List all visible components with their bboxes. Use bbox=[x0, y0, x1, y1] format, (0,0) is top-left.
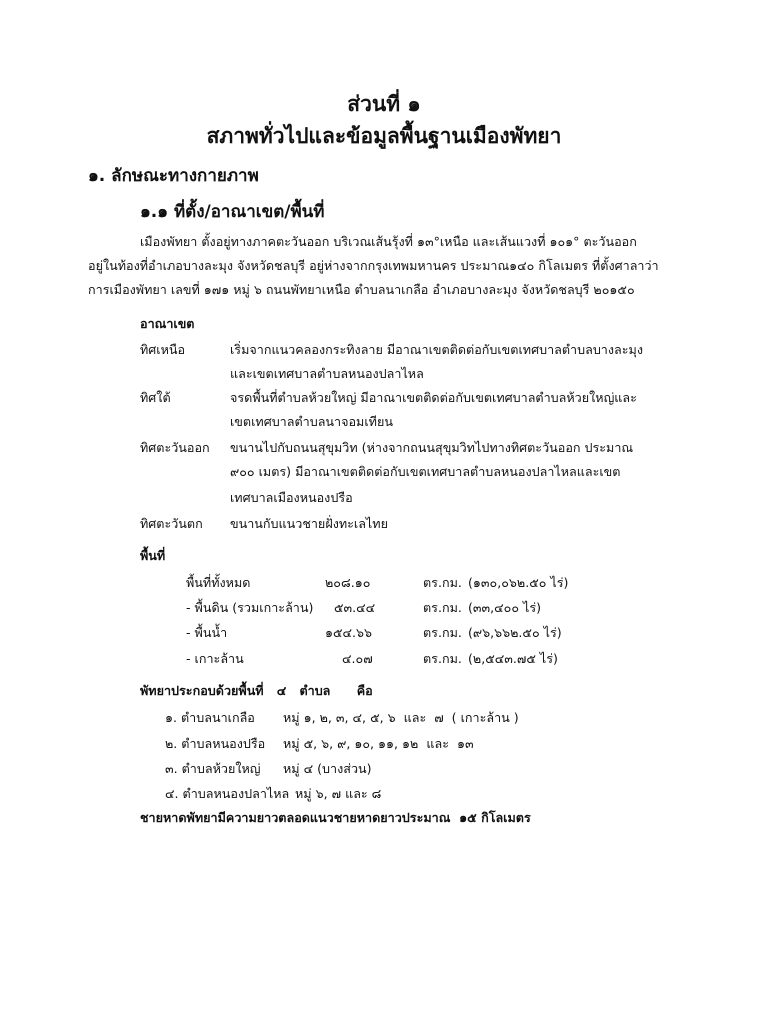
area-value: ๕๓.๔๔ bbox=[334, 600, 376, 615]
boundary-direction: ทิศใต้ bbox=[140, 390, 171, 405]
area-rai: (๙๖,๖๖๒.๕๐ ไร่) bbox=[468, 625, 562, 640]
boundary-text: และเขตเทศบาลตำบลหนองปลาไหล bbox=[230, 366, 424, 381]
boundary-text: เริ่มจากแนวคลองกระทิงลาย มีอาณาเขตติดต่อกับเขตเทศบาลตำบลบางละมุง bbox=[230, 342, 643, 357]
boundary-direction: ทิศตะวันออก bbox=[140, 440, 210, 455]
area-rai: (๒,๕๔๓.๗๕ ไร่) bbox=[468, 651, 558, 666]
subdistrict-name: ๓. ตำบลห้วยใหญ่ bbox=[165, 761, 261, 776]
boundary-heading: อาณาเขต bbox=[140, 316, 195, 331]
area-rai: (๑๓๐,๐๖๒.๕๐ ไร่) bbox=[468, 575, 569, 590]
area-name: - พื้นดิน (รวมเกาะล้าน) bbox=[186, 600, 314, 615]
area-value: ๔.๐๗ bbox=[342, 651, 373, 666]
area-unit: ตร.กม. bbox=[423, 600, 462, 615]
area-name: พื้นที่ทั้งหมด bbox=[186, 575, 251, 590]
beach-length-line: ชายหาดพัทยามีความยาวตลอดแนวชายหาดยาวประมาณ ๑๕ กิโลเมตร bbox=[140, 810, 531, 825]
subdistrict-villages: หมู่ ๑, ๒, ๓, ๔, ๕, ๖ และ ๗ ( เกาะล้าน ) bbox=[283, 710, 519, 725]
subdistrict-villages: หมู่ ๔ (บางส่วน) bbox=[283, 761, 372, 776]
section-heading: ๑. ลักษณะทางกายภาพ bbox=[88, 166, 259, 186]
area-unit: ตร.กม. bbox=[423, 575, 462, 590]
area-value: ๑๕๔.๖๖ bbox=[325, 625, 373, 640]
area-unit: ตร.กม. bbox=[423, 625, 462, 640]
subsection-heading: ๑.๑ ที่ตั้ง/อาณาเขต/พื้นที่ bbox=[140, 202, 325, 222]
boundary-text: ๙๐๐ เมตร) มีอาณาเขตติดต่อกับเขตเทศบาลตำบลหนองปลาไหลและเขต bbox=[230, 464, 621, 479]
boundary-text: ขนานกับแนวชายฝั่งทะเลไทย bbox=[230, 516, 388, 531]
boundary-direction: ทิศเหนือ bbox=[140, 342, 186, 357]
intro-line: การเมืองพัทยา เลขที่ ๑๗๑ หมู่ ๖ ถนนพัทยาเหนือ ตำบลนาเกลือ อำเภอบางละมุง จังหวัดชลบุรี ๒๐๑๕๐ bbox=[88, 282, 635, 297]
boundary-text: ขนานไปกับถนนสุขุมวิท (ห่างจากถนนสุขุมวิทไปทางทิศตะวันออก ประมาณ bbox=[230, 440, 634, 455]
subdistrict-villages: หมู่ ๕, ๖, ๙, ๑๐, ๑๑, ๑๒ และ ๑๓ bbox=[283, 736, 474, 751]
boundary-text: เทศบาลเมืองหนองปรือ bbox=[230, 490, 353, 505]
main-title: สภาพทั่วไปและข้อมูลพื้นฐานเมืองพัทยา bbox=[206, 124, 562, 148]
subdistrict-heading: พัทยาประกอบด้วยพื้นที่ ๔ ตำบล คือ bbox=[140, 683, 373, 698]
area-heading: พื้นที่ bbox=[140, 548, 166, 563]
area-rai: (๓๓,๔๐๐ ไร่) bbox=[468, 600, 542, 615]
boundary-text: เขตเทศบาลตำบลนาจอมเทียน bbox=[230, 414, 393, 429]
intro-line: อยู่ในท้องที่อำเภอบางละมุง จังหวัดชลบุรี อยู่ห่างจากกรุงเทพมหานคร ประมาณ๑๔๐ กิโลเมตร ที่ตั้งศาลาว่า bbox=[88, 258, 659, 273]
boundary-direction: ทิศตะวันตก bbox=[140, 516, 203, 531]
boundary-text: จรดพื้นที่ตำบลห้วยใหญ่ มีอาณาเขตติดต่อกับเขตเทศบาลตำบลห้วยใหญ่และ bbox=[230, 390, 637, 405]
subdistrict-name: ๑. ตำบลนาเกลือ bbox=[165, 710, 255, 725]
subdistrict-villages: หมู่ ๖, ๗ และ ๘ bbox=[295, 786, 382, 801]
subdistrict-name: ๒. ตำบลหนองปรือ bbox=[165, 736, 266, 751]
area-unit: ตร.กม. bbox=[423, 651, 462, 666]
intro-line: เมืองพัทยา ตั้งอยู่ทางภาคตะวันออก บริเวณเส้นรุ้งที่ ๑๓°เหนือ และเส้นแวงที่ ๑๐๑° ตะวันออก bbox=[140, 234, 637, 249]
part-title: ส่วนที่ ๑ bbox=[347, 92, 421, 116]
area-name: - เกาะล้าน bbox=[186, 651, 244, 666]
area-value: ๒๐๘.๑๐ bbox=[325, 575, 371, 590]
area-name: - พื้นน้ำ bbox=[186, 625, 228, 640]
subdistrict-name: ๔. ตำบลหนองปลาไหล bbox=[165, 786, 290, 801]
